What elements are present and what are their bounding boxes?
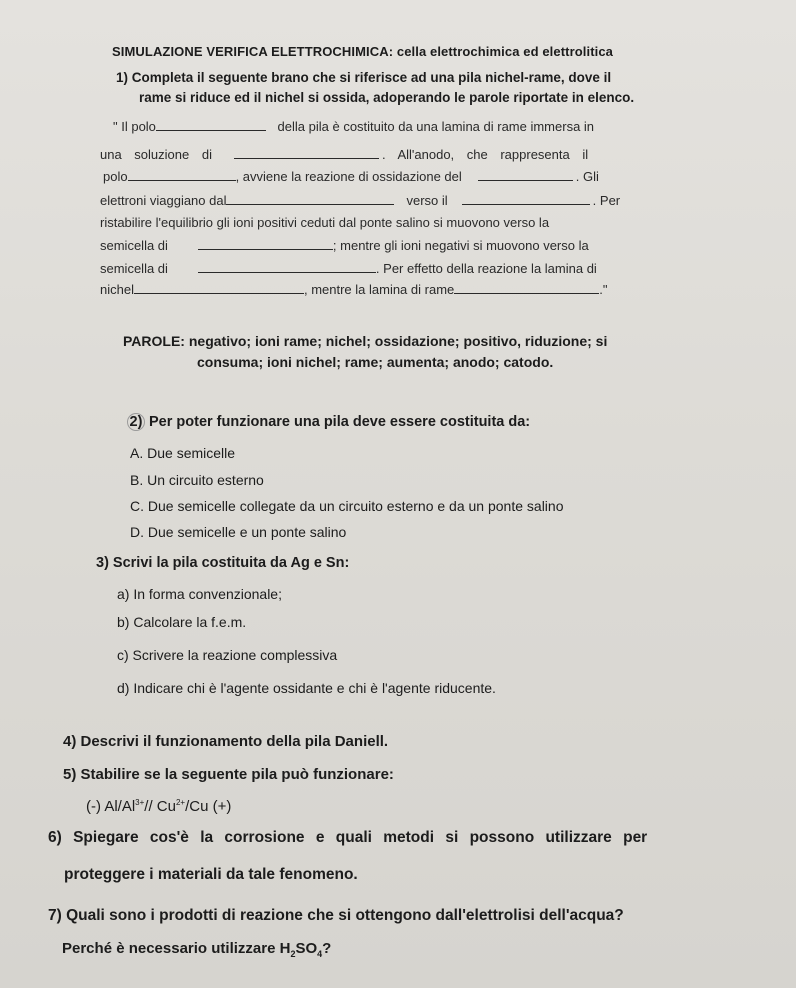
passage-text: della pila è costituito da una lamina di rame immersa in	[277, 119, 595, 134]
answer-blank[interactable]	[478, 168, 573, 181]
question-7-formula: SO	[295, 940, 318, 957]
passage-line-4	[100, 192, 620, 208]
passage-line-2	[100, 146, 588, 162]
answer-blank[interactable]	[128, 168, 236, 181]
page-title: SIMULAZIONE VERIFICA ELETTROCHIMICA: cella elettrochimica ed elettrolitica	[112, 44, 613, 59]
answer-blank[interactable]	[156, 118, 266, 131]
passage-text: ; mentre gli ioni negativi si muovono verso la	[332, 238, 589, 253]
question-6-line-1: 6) Spiegare cos'è la corrosione e quali metodi si possono utilizzare per	[48, 829, 648, 846]
answer-blank[interactable]	[226, 192, 394, 205]
cell-notation-cathode: /Cu (+)	[185, 798, 232, 815]
formula-subscript: 2	[290, 949, 296, 959]
question-2-text: Per poter funzionare una pila deve essere costituita da:	[149, 414, 531, 430]
charge-superscript: 3+	[135, 798, 145, 807]
question-3: 3) Scrivi la pila costituita da Ag e Sn:	[96, 555, 350, 571]
answer-blank[interactable]	[198, 237, 333, 250]
question-mark: ?	[322, 940, 332, 957]
question-2-number: 2)	[127, 413, 145, 431]
question-1-heading-line-1: 1) Completa il seguente brano che si riferisce ad una pila nichel-rame, dove il	[116, 70, 612, 85]
passage-text: verso il	[406, 193, 448, 208]
question-3-item-c: c) Scrivere la reazione complessiva	[117, 647, 338, 663]
passage-text: una soluzione di	[100, 147, 212, 162]
passage-text: ."	[599, 282, 608, 297]
word-list-line-2: consuma; ioni nichel; rame; aumenta; anodo; catodo.	[197, 354, 554, 370]
question-4: 4) Descrivi il funzionamento della pila Daniell.	[63, 733, 389, 750]
question-3-item-b: b) Calcolare la f.e.m.	[117, 614, 247, 630]
option-a: A. Due semicelle	[130, 445, 236, 461]
passage-text: . Per effetto della reazione la lamina di	[375, 261, 597, 276]
option-b: B. Un circuito esterno	[130, 472, 264, 488]
question-7-line-1: 7) Quali sono i prodotti di reazione che si ottengono dall'elettrolisi dell'acqua?	[48, 907, 624, 924]
passage-line-6	[100, 237, 589, 253]
answer-blank[interactable]	[198, 260, 376, 273]
passage-line-3	[103, 168, 599, 184]
passage-text: semicella di	[100, 238, 168, 253]
passage-line-1	[113, 118, 594, 134]
option-c: C. Due semicelle collegate da un circuito esterno e da un ponte salino	[130, 498, 564, 514]
passage-text: polo	[103, 169, 128, 184]
answer-blank[interactable]	[134, 281, 304, 294]
formula-subscript: 4	[317, 949, 323, 959]
answer-blank[interactable]	[234, 146, 379, 159]
passage-text: semicella di	[100, 261, 168, 276]
cell-notation-bridge: // Cu	[144, 798, 176, 815]
passage-line-8	[100, 281, 607, 297]
passage-text: nichel	[100, 282, 134, 297]
question-6-line-2: proteggere i materiali da tale fenomeno.	[64, 866, 358, 883]
passage-text: , mentre la lamina di rame	[303, 282, 455, 297]
answer-blank[interactable]	[462, 192, 590, 205]
passage-line-7	[100, 260, 597, 276]
passage-text: . Gli	[575, 169, 599, 184]
passage-text: , avviene la reazione di ossidazione del	[235, 169, 462, 184]
question-5: 5) Stabilire se la seguente pila può funzionare:	[63, 766, 394, 783]
passage-line-5	[100, 215, 549, 230]
question-3-item-a: a) In forma convenzionale;	[117, 586, 282, 602]
answer-blank[interactable]	[454, 281, 599, 294]
passage-text: ristabilire l'equilibrio gli ioni positivi ceduti dal ponte salino si muovono verso la	[100, 215, 550, 230]
question-1-heading-line-2: rame si riduce ed il nichel si ossida, adoperando le parole riportate in elenco.	[139, 90, 635, 105]
passage-text: . Per	[592, 193, 621, 208]
question-2	[127, 413, 530, 431]
question-7-line-2	[62, 940, 331, 959]
option-d: D. Due semicelle e un ponte salino	[130, 524, 347, 540]
cell-notation	[86, 798, 231, 815]
word-list-line-1: PAROLE: negativo; ioni rame; nichel; ossidazione; positivo, riduzione; si	[123, 333, 608, 349]
cell-notation-anode: (-) Al/Al	[86, 798, 136, 815]
passage-text: " Il polo	[113, 119, 156, 134]
passage-text: . All'anodo, che rappresenta il	[381, 147, 589, 162]
charge-superscript: 2+	[175, 798, 186, 807]
passage-text: elettroni viaggiano dal	[100, 193, 227, 208]
question-7-text: Perché è necessario utilizzare H	[62, 940, 291, 957]
question-3-item-d: d) Indicare chi è l'agente ossidante e chi è l'agente riducente.	[117, 680, 496, 696]
